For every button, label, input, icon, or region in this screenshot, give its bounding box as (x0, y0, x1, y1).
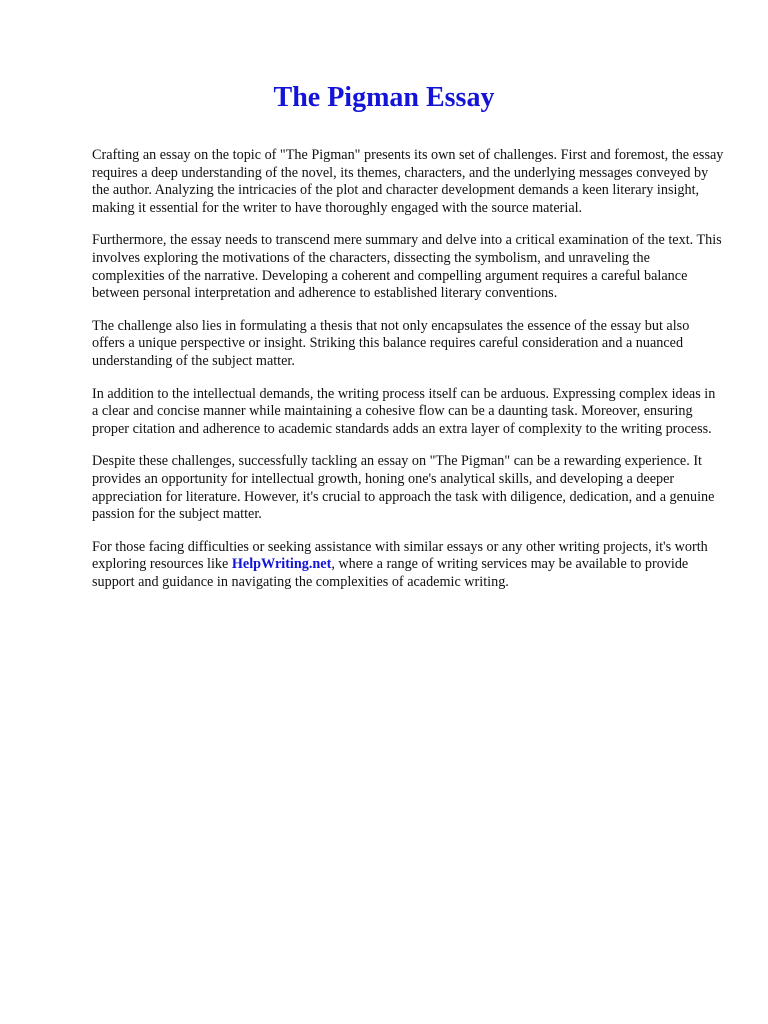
page-title: The Pigman Essay (273, 82, 495, 113)
helpwriting-link[interactable]: HelpWriting.net (231, 556, 332, 573)
paragraph-4: In addition to the intellectual demands, the writing process itself can be arduous. Expressing complex ideas in a clear and concise manner while maintaining a cohesive flow can be a daunting task. Moreover, ensuring proper citation and adherence to academic standards adds an extra layer of complexity to the writing process. (92, 385, 716, 437)
paragraph-5: Despite these challenges, successfully tackling an essay on "The Pigman" can be a rewarding experience. It provides an opportunity for intellectual growth, honing one's analytical skills, and developing a deeper appreciation for literature. However, it's crucial to approach the task with diligence, dedication, and a genuine passion for the subject matter. (92, 453, 715, 523)
paragraph-2: Furthermore, the essay needs to transcend mere summary and delve into a critical examination of the text. This involves exploring the motivations of the characters, dissecting the symbolism, and unraveling the complexities of the narrative. Developing a coherent and compelling argument requires a careful balance between personal interpretation and adherence to established literary conventions. (92, 232, 722, 302)
paragraph-6-text-before-link: For those facing difficulties or seeking assistance with similar essays or any other writing projects, it's worth exploring resources like (92, 538, 708, 573)
paragraph-6-text-after-link: , where a range of writing services may be available to provide support and guidance in navigating the complexities of academic writing. (92, 556, 689, 590)
paragraph-3: The challenge also lies in formulating a thesis that not only encapsulates the essence of the essay but also offers a unique perspective or insight. Striking this balance requires careful consideration and a nuanced understanding of the subject matter. (92, 317, 690, 369)
paragraph-6 (92, 539, 724, 592)
paragraph-1: Crafting an essay on the topic of "The Pigman" presents its own set of challenges. First and foremost, the essay requires a deep understanding of the novel, its themes, characters, and the underlying messages conveyed by the author. Analyzing the intricacies of the plot and character development demands a keen literary insight, making it essential for the writer to have thoroughly engaged with the source material. (92, 147, 724, 216)
essay-body (92, 147, 724, 606)
